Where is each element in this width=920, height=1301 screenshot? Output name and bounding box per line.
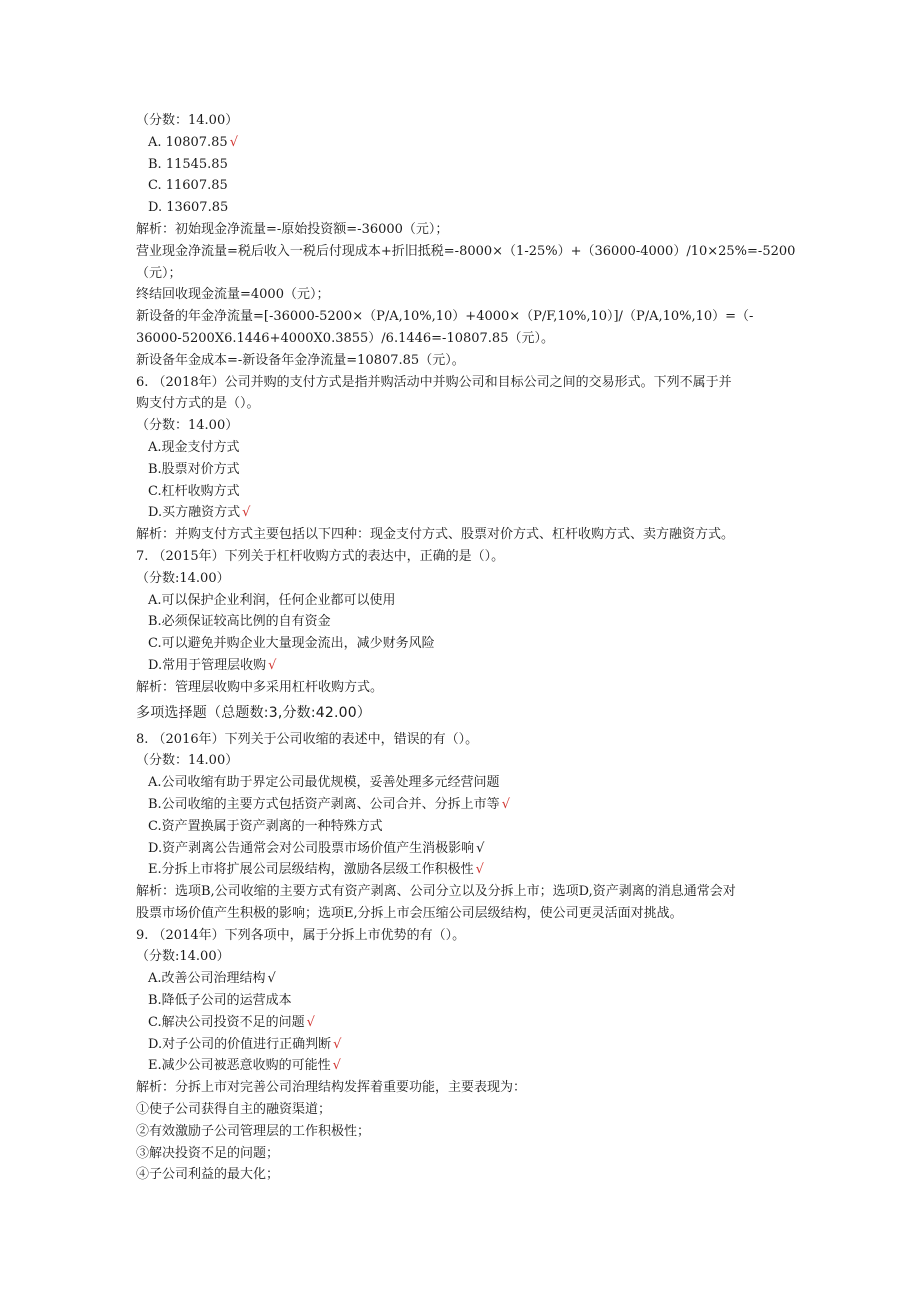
text-line — [136, 946, 786, 968]
line-text: B. 11545.85 — [148, 156, 228, 172]
option-line — [136, 459, 786, 481]
option-line — [136, 816, 786, 838]
option-line — [136, 1012, 786, 1034]
check-mark-icon: √ — [333, 1036, 342, 1052]
line-text: （分数：14.00） — [136, 418, 239, 434]
option-line — [136, 859, 786, 881]
line-text: 营业现金净流量=税后收入一税后付现成本+折旧抵税=-8000×（1-25%）+（36000-4000）/10×25%=-5200 — [136, 243, 796, 259]
line-text: B.公司收缩的主要方式包括资产剥离、公司合并、分拆上市等 — [148, 796, 500, 812]
option-line — [136, 633, 786, 655]
text-line — [136, 1164, 786, 1186]
line-text: B.必须保证较高比例的自有资金 — [148, 614, 331, 630]
line-text: （分数：14.00） — [136, 753, 239, 769]
text-line — [136, 328, 786, 350]
line-text: D.常用于管理层收购 — [148, 657, 267, 673]
text-line — [136, 372, 786, 394]
check-mark-icon: √ — [306, 1014, 315, 1030]
line-text: ①使子公司获得自主的融资渠道； — [136, 1102, 332, 1118]
text-line — [136, 219, 786, 241]
line-text: 6. （2018年）公司并购的支付方式是指并购活动中并购公司和目标公司之间的交易形式。下列不属于并 — [136, 374, 732, 390]
line-text: B.股票对价方式 — [148, 461, 240, 477]
text-line — [136, 568, 786, 590]
line-text: 解析：分拆上市对完善公司治理结构发挥着重要功能，主要表现为： — [136, 1080, 527, 1096]
option-line — [136, 481, 786, 503]
line-text: A.公司收缩有助于界定公司最优规模，妥善处理多元经营问题 — [148, 775, 500, 791]
option-line — [136, 655, 786, 677]
line-text: C.解决公司投资不足的问题 — [148, 1014, 305, 1030]
text-line — [136, 1143, 786, 1165]
option-line — [136, 1034, 786, 1056]
text-line — [136, 903, 786, 925]
text-line — [136, 350, 786, 372]
line-text: 8. （2016年）下列关于公司收缩的表述中，错误的有（）。 — [136, 731, 479, 747]
option-line — [136, 197, 786, 219]
text-line — [136, 1099, 786, 1121]
option-line — [136, 132, 786, 154]
option-line — [136, 794, 786, 816]
text-line — [136, 546, 786, 568]
line-text: 9. （2014年）下列各项中，属于分拆上市优势的有（）。 — [136, 927, 466, 943]
text-line — [136, 925, 786, 947]
line-text: 解析：并购支付方式主要包括以下四种：现金支付方式、股票对价方式、杠杆收购方式、卖方融资方式。 — [136, 527, 735, 543]
text-line — [136, 881, 786, 903]
section-heading — [136, 700, 786, 726]
line-text: C. 11607.85 — [148, 178, 228, 194]
check-mark-icon: √ — [268, 657, 277, 673]
line-text: A.改善公司治理结构 — [148, 971, 266, 987]
line-text: E.分拆上市将扩展公司层级结构，激励各层级工作积极性 — [148, 862, 474, 878]
option-line — [136, 154, 786, 176]
text-line — [136, 750, 786, 772]
text-line — [136, 306, 786, 328]
text-line — [136, 415, 786, 437]
text-line — [136, 241, 796, 263]
line-text: ④子公司利益的最大化； — [136, 1167, 280, 1183]
line-text: D.买方融资方式 — [148, 505, 241, 521]
line-text: C.可以避免并购企业大量现金流出，减少财务风险 — [148, 636, 435, 652]
option-line — [136, 502, 786, 524]
line-text: A.现金支付方式 — [148, 439, 240, 455]
option-line — [136, 968, 786, 990]
document-body — [136, 110, 796, 1186]
line-text: D. 13607.85 — [148, 200, 229, 216]
line-text: C.杠杆收购方式 — [148, 483, 240, 499]
check-mark-icon: √ — [332, 1058, 341, 1074]
line-text: （分数：14.00） — [136, 113, 239, 128]
line-text: 36000-5200X6.1446+4000X0.3855）/6.1446=-10807.85（元）。 — [136, 330, 554, 346]
text-line — [136, 1077, 786, 1099]
text-line — [136, 524, 786, 546]
option-line — [136, 838, 786, 860]
option-line — [136, 772, 786, 794]
line-text: 7. （2015年）下列关于杠杆收购方式的表达中，正确的是（）。 — [136, 548, 505, 564]
text-line — [136, 284, 786, 306]
line-text: A.可以保护企业利润，任何企业都可以使用 — [148, 592, 396, 608]
check-mark-icon: √ — [229, 134, 238, 150]
option-line — [136, 590, 786, 612]
line-text: 多项选择题（总题数:3,分数:42.00） — [136, 704, 372, 721]
line-text: 新设备的年金净流量=[-36000-5200×（P/A,10%,10）+4000×（P/F,10%,10）]/（P/A,10%,10）=（- — [136, 309, 754, 325]
line-text: 股票市场价值产生积极的影响；选项E,分拆上市会压缩公司层级结构，使公司更灵活面对挑战。 — [136, 905, 683, 921]
check-mark-icon: √ — [501, 796, 510, 812]
line-text: E.减少公司被恶意收购的可能性 — [148, 1058, 331, 1074]
text-line — [136, 677, 786, 699]
line-text: A. 10807.85 — [148, 134, 228, 150]
text-line — [136, 110, 786, 132]
line-text: 解析：选项B,公司收缩的主要方式有资产剥离、公司分立以及分拆上市；选项D,资产剥离的消息通常会对 — [136, 884, 736, 900]
line-text: D.资产剥离公告通常会对公司股票市场价值产生消极影响 — [148, 840, 475, 856]
line-text: B.降低子公司的运营成本 — [148, 993, 292, 1009]
line-text: D.对子公司的价值进行正确判断 — [148, 1036, 332, 1052]
check-mark-icon: √ — [476, 840, 485, 856]
text-line — [136, 263, 786, 285]
line-text: 新设备年金成本=-新设备年金净流量=10807.85（元）。 — [136, 352, 465, 368]
option-line — [136, 611, 786, 633]
option-line — [136, 1055, 786, 1077]
line-text: 解析：初始现金净流量=-原始投资额=-36000（元）； — [136, 221, 449, 237]
line-text: C.资产置换属于资产剥离的一种特殊方式 — [148, 818, 383, 834]
line-text: 终结回收现金流量=4000（元）； — [136, 287, 330, 303]
option-line — [136, 175, 786, 197]
line-text: 解析：管理层收购中多采用杠杆收购方式。 — [136, 679, 384, 695]
line-text: （元）； — [136, 265, 182, 281]
check-mark-icon: √ — [267, 971, 276, 987]
line-text: ②有效激励子公司管理层的工作积极性； — [136, 1123, 371, 1139]
text-line — [136, 1121, 786, 1143]
check-mark-icon: √ — [475, 862, 484, 878]
text-line — [136, 729, 786, 751]
line-text: ③解决投资不足的问题； — [136, 1145, 280, 1161]
line-text: （分数:14.00） — [136, 949, 230, 965]
check-mark-icon: √ — [242, 505, 251, 521]
text-line — [136, 393, 786, 415]
line-text: 购支付方式的是（）。 — [136, 396, 260, 412]
option-line — [136, 437, 786, 459]
option-line — [136, 990, 786, 1012]
line-text: （分数:14.00） — [136, 570, 230, 586]
